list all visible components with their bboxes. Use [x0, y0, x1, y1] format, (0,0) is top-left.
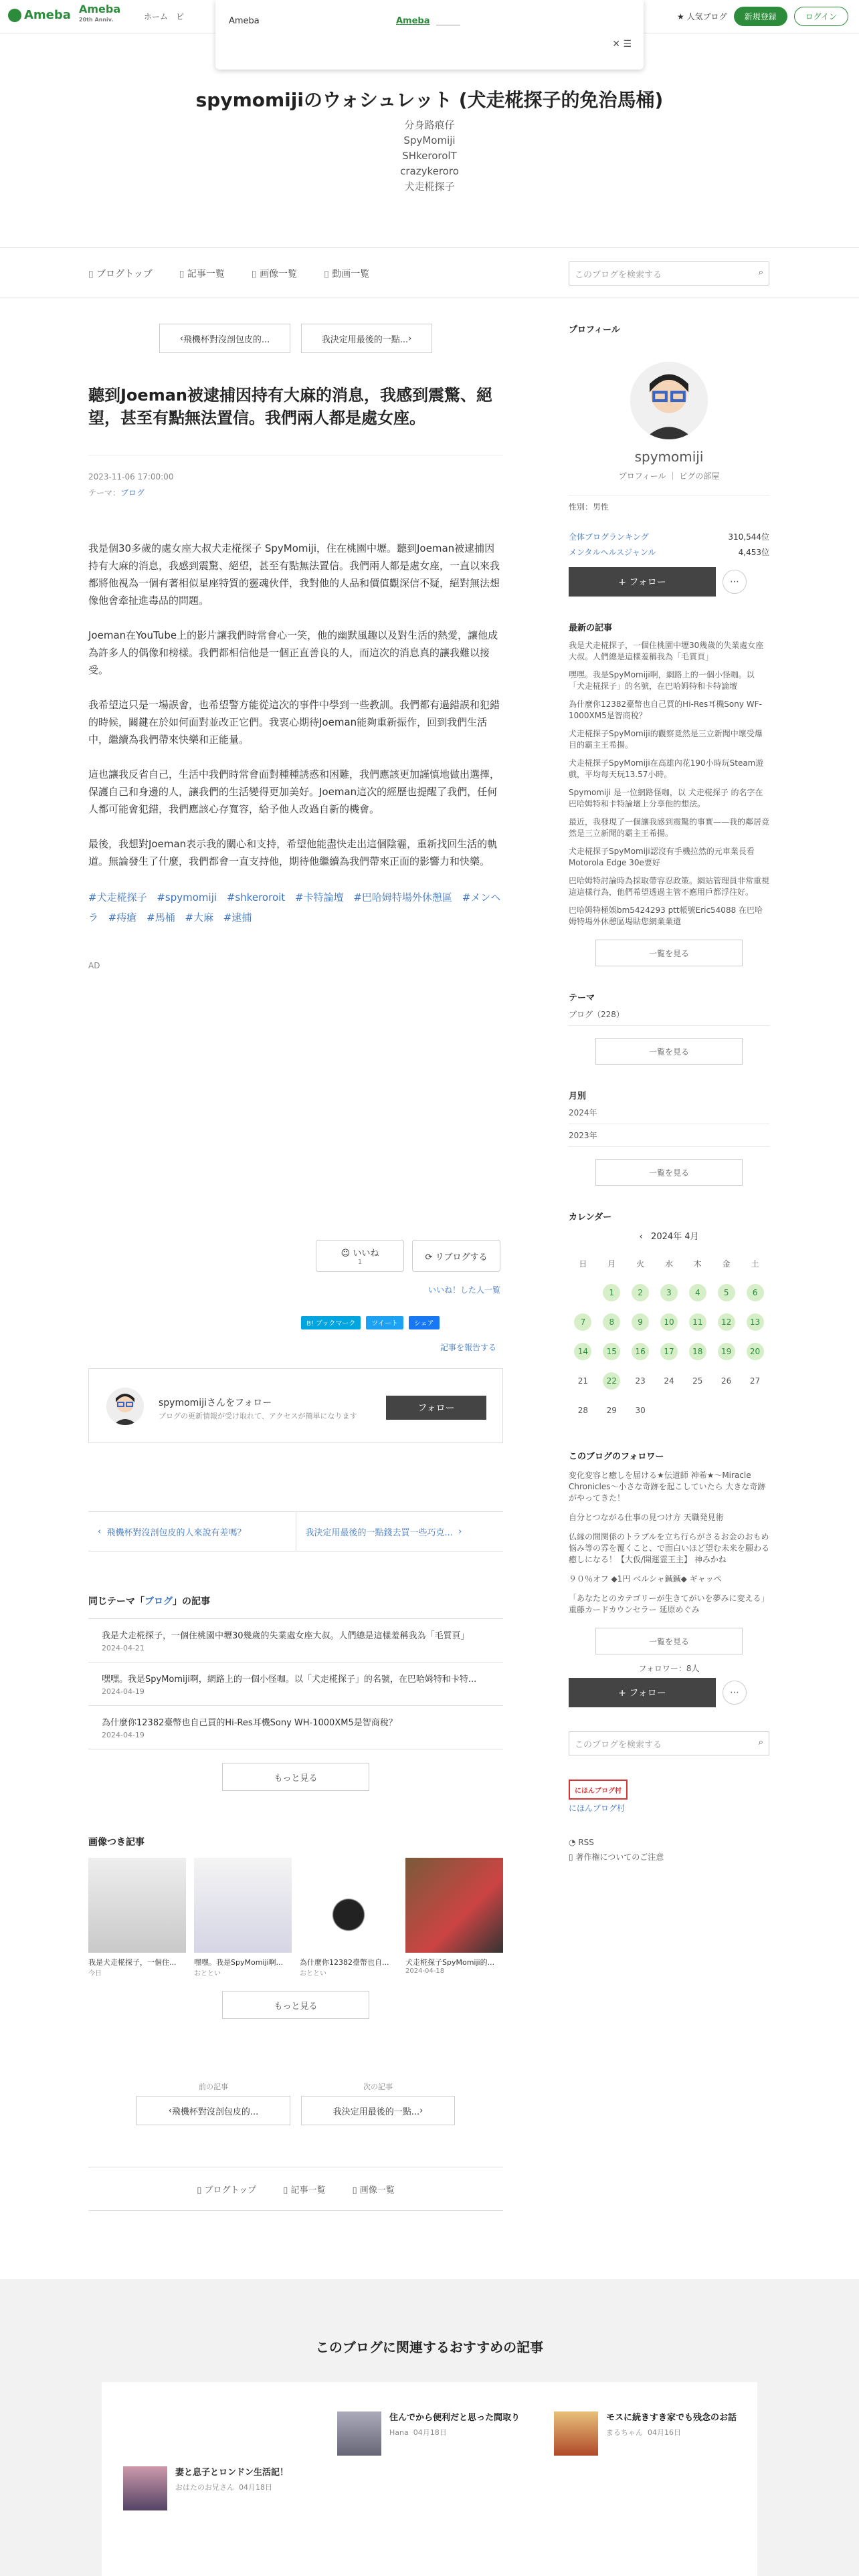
calendar-day[interactable] — [597, 1307, 626, 1337]
day-num: 11 — [689, 1313, 706, 1331]
header-actions — [677, 7, 848, 26]
sidebar — [569, 298, 769, 1862]
info-icon: ▯ — [569, 1852, 573, 1862]
day-num: 9 — [632, 1313, 649, 1331]
calendar-day[interactable] — [712, 1307, 741, 1337]
calendar-day[interactable] — [626, 1307, 655, 1337]
theme-label: テーマ： — [88, 488, 121, 498]
calendar-day: 27 — [749, 1376, 761, 1386]
calendar-day: 29 — [606, 1406, 617, 1415]
post-paragraph: 最後，我想對Joeman表示我的關心和支持，希望他能盡快走出這個陰霾，重新找回生活的軌道。無論發生了什麼，我們都會一直支持他，期待他繼續為我們帶來正面的影響力和快樂。 — [88, 838, 498, 867]
st-item-date: 2024-04-19 — [102, 1687, 145, 1696]
thumb-title: 我是犬走椛探子，一個住... — [88, 1958, 177, 1967]
hatena-bookmark-button[interactable]: B! ブックマーク — [301, 1316, 361, 1329]
follow-subtext: ブログの更新情報が受け取れて、アクセスが簡単になります — [159, 1412, 357, 1420]
post-body — [88, 540, 503, 870]
top-nav — [144, 11, 184, 22]
theme-item[interactable]: ブログ（228） — [569, 1003, 769, 1026]
avatar[interactable] — [630, 362, 708, 439]
logo2-text: Ameba — [79, 3, 121, 15]
day-num: 8 — [603, 1313, 620, 1331]
hashtag[interactable]: #spymomiji — [157, 891, 217, 903]
desc-line: crazykeroro — [400, 165, 459, 177]
more-icon[interactable]: ⋯ — [723, 1681, 747, 1705]
calendar-day[interactable] — [741, 1337, 769, 1366]
rec-date: 04月16日 — [648, 2428, 681, 2437]
recommend-item[interactable] — [123, 2466, 316, 2510]
nav-image-list[interactable]: ▯ 画像一覧 — [252, 267, 297, 280]
desc-line: 犬走椛探子 — [404, 181, 455, 193]
desc-line: 分身路痕仔 — [404, 119, 455, 131]
next-entry-button[interactable]: 我決定用最後的一點... › — [301, 324, 432, 353]
follower-item[interactable]: ９０％オフ ◆1円 ベルシャ鍼鍼◆ ギャッペ — [569, 1574, 722, 1584]
profile-heading: プロフィール — [569, 325, 620, 335]
recent-entry[interactable]: 犬走椛探子SpyMomiji在高雄內花190小時玩Steam遊戲，平均每天玩13.57小時。 — [569, 758, 764, 779]
day-num: 6 — [747, 1284, 764, 1301]
post-theme — [88, 485, 503, 501]
avatar[interactable] — [106, 1388, 144, 1425]
recent-entry[interactable]: Spymomiji 是一位網路怪咖，以 犬走椛探子 的名字在巴哈姆特和卡特論壇上分享他的想法。 — [569, 788, 763, 809]
thumbnail — [300, 1858, 397, 1953]
more-button[interactable]: もっと見る — [222, 1763, 369, 1791]
follower-item[interactable]: 「あなたとのカテゴリーが生きてがいを夢みに変える」重藤カードカウンセラー 延原めぐみ — [569, 1594, 769, 1614]
popup-label: Ameba — [229, 16, 260, 26]
logo2-sub: 20th Anniv. — [79, 17, 114, 23]
bottom-pager — [88, 2081, 503, 2125]
next-entry-button[interactable]: 我決定用最後的一點... › — [301, 2096, 455, 2125]
blog-search-input[interactable] — [569, 1731, 769, 1755]
recommend-item[interactable] — [337, 2411, 530, 2456]
nav-blog-top[interactable]: ▯ ブログトップ — [197, 2185, 257, 2195]
reblog-label: ⟳ リブログする — [425, 1252, 488, 1263]
image-articles-title: 画像つき記事 — [88, 1837, 145, 1848]
rank-value: 310,544位 — [728, 532, 769, 542]
avatar-icon — [630, 362, 708, 439]
ameba-popup — [215, 0, 644, 70]
calendar-day: 24 — [664, 1376, 674, 1386]
day-num: 10 — [660, 1313, 678, 1331]
rss-label: RSS — [578, 1838, 594, 1847]
rec-author: まるちゃん — [606, 2428, 643, 2437]
recent-heading: 最新の記事 — [569, 623, 613, 633]
rank-row — [569, 531, 769, 542]
st-item-date: 2024-04-19 — [102, 1731, 145, 1739]
rec-title: モスに続きすき家でも残念のお話 — [606, 2413, 737, 2423]
calendar-day[interactable] — [597, 1366, 626, 1396]
calendar-day[interactable] — [626, 1337, 655, 1366]
reblog-button[interactable] — [412, 1240, 500, 1272]
calendar-day[interactable] — [655, 1278, 684, 1307]
side-follow-row — [569, 567, 769, 597]
bottom-nav — [88, 2167, 503, 2211]
calendar-day — [683, 1396, 712, 1425]
nav-image-list[interactable]: ▯ 画像一覧 — [352, 2185, 395, 2195]
weekday: 月 — [607, 1259, 616, 1269]
thumbnail — [405, 1858, 503, 1953]
blog-nav — [0, 247, 859, 298]
calendar-day[interactable] — [741, 1307, 769, 1337]
rss-icon: ◔ — [569, 1838, 576, 1847]
nav-video-list[interactable]: ▯ 動画一覧 — [324, 267, 369, 280]
thumbnail — [88, 1858, 186, 1953]
follow-box — [88, 1368, 503, 1443]
report-link[interactable]: 記事を報告する — [440, 1343, 497, 1352]
like-text: いいね — [353, 1249, 379, 1259]
chevron-left-icon[interactable]: ‹ — [639, 1232, 643, 1242]
calendar-day[interactable] — [597, 1278, 626, 1307]
calendar-day[interactable] — [683, 1337, 712, 1366]
recent-entry[interactable]: 巴哈姆特討論時為採取帶容忍政策。網站管理員非常重視這這樣行為，他們希望透過主管不應用戶都浮往好。 — [569, 876, 770, 897]
nav-blog-top[interactable]: ▯ ブログトップ — [88, 267, 153, 280]
day-num: 13 — [747, 1313, 764, 1331]
calendar-section — [569, 1210, 769, 1425]
prev-full: 飛機杯對沒剖包皮的人來說有差嗎？ — [106, 1527, 246, 1538]
list-item[interactable] — [88, 1705, 503, 1749]
thumb-date: 2024-04-18 — [405, 1967, 445, 1975]
thumb-title: 為什麼你12382臺幣也自... — [300, 1958, 389, 1967]
day-num: 1 — [603, 1284, 620, 1301]
calendar-day[interactable] — [683, 1307, 712, 1337]
st-item-title: 為什麼你12382臺幣也自己買的Hi-Res耳機Sony WH-1000XM5是智商稅？ — [102, 1718, 397, 1728]
rank-link[interactable]: 全体ブログランキング — [569, 532, 649, 542]
nav-pigg[interactable]: ピ — [176, 12, 185, 21]
day-num: 18 — [689, 1343, 706, 1360]
post-meta — [88, 455, 503, 501]
calendar — [569, 1229, 769, 1425]
calendar-day: 30 — [635, 1406, 646, 1415]
side-search-section — [569, 1731, 769, 1755]
theme-section — [569, 990, 769, 1065]
nav-entry-list[interactable]: ▯ 記事一覧 — [179, 267, 225, 280]
recent-entry[interactable]: 嘿嘿。我是SpyMomiji啊，網路上的一個小怪咖。以「犬走椛探子」的名號，在巴哈姆特和卡特論壇 — [569, 670, 755, 691]
ameba-logo[interactable] — [8, 8, 71, 22]
prev-next-links — [88, 1511, 503, 1551]
bn-label: 画像一覧 — [359, 2185, 395, 2195]
rec-title: 妻と息子とロンドン生活記！ — [175, 2468, 289, 2478]
side-follow-row — [569, 1678, 769, 1707]
bn-label: ブログトップ — [204, 2185, 257, 2195]
recent-entries — [569, 621, 769, 966]
recent-entry[interactable]: 為什麼你12382臺幣也自己買的Hi-Res耳機Sony WF-1000XM5是智商稅？ — [569, 700, 762, 720]
like-label: ☺ いいね — [341, 1249, 379, 1259]
month-item[interactable]: 2024年 — [569, 1101, 769, 1124]
prev-entry-button[interactable]: ‹ 飛機杯對沒剖包皮的... — [136, 2096, 290, 2125]
copyright-link[interactable] — [569, 1851, 769, 1862]
weekday: 金 — [722, 1259, 731, 1269]
login-button[interactable]: ログイン — [794, 7, 848, 26]
rec-date: 04月18日 — [239, 2483, 272, 2492]
recommend-thumb — [123, 2466, 167, 2510]
image-article[interactable] — [88, 1858, 186, 1977]
ameba-20th-logo[interactable] — [79, 4, 120, 25]
st-item-title: 我是犬走椛探子，一個住桃園中壢30幾歲的失業處女座大叔。人們總是這樣羞稱我為「毛質頁」 — [102, 1631, 470, 1641]
post-title[interactable]: 聽到Joeman被逮捕因持有大麻的消息，我感到震驚、絕望，甚至有點無法置信。我們兩人都是處女座。 — [88, 386, 492, 427]
follow-button[interactable]: + フォロー — [569, 1678, 716, 1707]
day-num: 17 — [660, 1343, 678, 1360]
blog-search-input[interactable] — [569, 261, 769, 286]
rec-date: 04月18日 — [413, 2428, 447, 2437]
list-item[interactable] — [88, 1618, 503, 1662]
top-pager — [88, 324, 503, 353]
calendar-day[interactable] — [597, 1337, 626, 1366]
day-num: 22 — [603, 1372, 620, 1390]
thumb-title: 犬走椛探子SpyMomiji的... — [405, 1958, 495, 1967]
more-icon[interactable]: ⋯ — [723, 570, 747, 594]
calendar-heading: カレンダー — [569, 1212, 612, 1222]
rec-author: おはたのお兄さん — [175, 2483, 234, 2492]
calendar-day[interactable] — [569, 1337, 597, 1366]
rank-link[interactable]: メンタルヘルスジャンル — [569, 548, 656, 557]
follower-item[interactable]: 自分とつながる仕事の見つけ方 天職発見術 — [569, 1513, 724, 1522]
calendar-day — [741, 1396, 769, 1425]
hashtag[interactable]: #逮捕 — [223, 911, 252, 924]
hashtag[interactable]: #馬桶 — [147, 911, 175, 924]
day-num: 12 — [718, 1313, 735, 1331]
see-all-button[interactable]: 一覧を見る — [595, 1628, 743, 1654]
weekday: 日 — [579, 1259, 587, 1269]
st-item-date: 2024-04-21 — [102, 1644, 145, 1652]
weekday: 水 — [664, 1259, 673, 1269]
popup-underline — [436, 16, 460, 25]
monthly-section — [569, 1089, 769, 1186]
weekday: 木 — [693, 1259, 702, 1269]
same-theme-section — [88, 1594, 503, 1791]
popular-blog-link[interactable]: ★ 人気ブログ — [676, 12, 727, 21]
day-num: 4 — [689, 1284, 706, 1301]
desc-line: SHkerorolT — [402, 150, 457, 162]
same-theme-title — [88, 1594, 503, 1608]
see-all-button[interactable]: 一覧を見る — [595, 940, 743, 966]
rank-value: 4,453位 — [738, 548, 769, 557]
calendar-day: 26 — [721, 1376, 732, 1386]
popup-link[interactable]: Ameba — [396, 16, 430, 26]
search-placeholder: このブログを検索する — [575, 1740, 662, 1750]
theme-link[interactable]: ブログ — [120, 488, 145, 498]
next-label-small: 次の記事 — [363, 2082, 393, 2091]
like-count: 1 — [357, 1259, 363, 1266]
hashtags — [88, 887, 503, 928]
post-paragraph: 我希望這只是一場誤會，也希望警方能從這次的事件中學到一些教訓。我們都有過錯誤和犯錯的時候，關鍵在於如何面對並改正它們。我衷心期待Joeman能夠重新振作，回到我們生活中，繼續為我們帶來快樂和正能量。 — [88, 699, 500, 746]
hashtag[interactable]: #shkeroroit — [226, 891, 286, 903]
list-item[interactable] — [88, 1662, 503, 1705]
hashtag[interactable]: #巴哈姆特場外休憩區 — [353, 891, 452, 903]
st-suffix: 」の記事 — [173, 1596, 210, 1607]
blogmura-section — [569, 1780, 769, 1814]
recommend-section — [0, 2279, 859, 2576]
search-icon[interactable]: ⌕ — [758, 1737, 763, 1747]
profile-link[interactable]: プロフィール — [618, 471, 666, 481]
facebook-share-button[interactable]: シェア — [409, 1316, 440, 1329]
day-num: 7 — [574, 1313, 591, 1331]
calendar-day[interactable] — [655, 1337, 684, 1366]
calendar-day — [569, 1278, 597, 1307]
bn-label: 記事一覧 — [290, 2185, 326, 2195]
hashtag[interactable]: #犬走椛探子 — [88, 891, 147, 903]
calendar-day[interactable] — [569, 1307, 597, 1337]
search-icon[interactable]: ⌕ — [758, 267, 763, 278]
desc-line: SpyMomiji — [403, 134, 456, 146]
tweet-button[interactable]: ツイート — [366, 1316, 403, 1329]
thumb-date: おととい — [194, 1970, 221, 1977]
footer-links — [569, 1838, 769, 1862]
calendar-day[interactable] — [683, 1278, 712, 1307]
logo-text: Ameba — [24, 8, 71, 22]
followers-section — [569, 1449, 769, 1707]
day-num: 20 — [747, 1343, 764, 1360]
image-article[interactable] — [194, 1858, 292, 1977]
weekday: 土 — [751, 1259, 759, 1269]
recent-entry[interactable]: 犬走椛探子SpyMomiji的觀察竟然是三立新聞中壞受爆目的霸主王希揚。 — [569, 729, 763, 750]
blog-description — [0, 118, 859, 195]
hashtag[interactable]: #痔瘡 — [108, 911, 137, 924]
recommend-card — [102, 2382, 757, 2576]
calendar-day[interactable] — [712, 1337, 741, 1366]
follower-count: フォロワー：8人 — [638, 1664, 700, 1673]
follow-button[interactable]: フォロー — [386, 1396, 486, 1420]
calendar-day[interactable] — [626, 1278, 655, 1307]
prev-entry-button[interactable]: ‹ 飛機杯對沒剖包皮的... — [159, 324, 290, 353]
post-date: 2023-11-06 17:00:00 — [88, 472, 174, 481]
rank-row — [569, 546, 769, 558]
day-num: 5 — [718, 1284, 735, 1301]
nav-home[interactable]: ホーム — [144, 12, 169, 21]
day-num: 16 — [632, 1343, 649, 1360]
blogmura-link[interactable]: にほんブログ村 — [569, 1804, 626, 1813]
calendar-month — [569, 1229, 769, 1242]
followers-heading: このブログのフォロワー — [569, 1452, 664, 1462]
calendar-day[interactable] — [712, 1278, 741, 1307]
copyright-label: 著作権についてのご注意 — [575, 1852, 664, 1862]
monthly-heading: 月別 — [569, 1091, 587, 1101]
see-all-button[interactable]: 一覧を見る — [595, 1038, 743, 1065]
recommend-item[interactable] — [554, 2411, 747, 2456]
prev-label-small: 前の記事 — [199, 2082, 228, 2091]
prev-title: 飛機杯對沒剖包皮的... — [171, 2107, 259, 2117]
more-button[interactable]: もっと見る — [222, 1991, 369, 2019]
share-row — [301, 1316, 440, 1329]
calendar-day: 25 — [692, 1376, 703, 1386]
recent-entry[interactable]: 我是犬走椛探子，一個住桃園中壢30幾歲的失業處女座大叔。人們總是這樣羞稱我為「毛質頁」 — [569, 641, 764, 661]
next-label: 我決定用最後的一點... — [321, 334, 409, 345]
image-article[interactable] — [405, 1858, 503, 1977]
post-paragraph: Joeman在YouTube上的影片讓我們時常會心一笑，他的幽默風趣以及對生活的熱愛，讓他成為許多人的偶像和榜樣。我們都相信他是一個正直善良的人，而這次的消息真的讓我難以接受。 — [88, 629, 498, 676]
post-paragraph: 我是個30多歲的處女座大叔犬走椛探子 SpyMomiji，住在桃園中壢。聽到Joeman被逮捕因持有大麻的消息，我感到震驚、絕望，甚至有點無法置信。我們兩人都是處女座，一直以來我都將他視為一個有著相似星座特質的靈魂伙伴，我對他的人品和價值觀深信不疑，絕對無法想像他會牽扯進毒品的問題。 — [88, 542, 500, 607]
rec-author: Hana — [389, 2428, 409, 2437]
ad-label: AD — [88, 961, 100, 970]
profile-gender: 性別：男性 — [569, 495, 769, 512]
profile-username[interactable]: spymomiji — [634, 449, 704, 465]
theme-heading: テーマ — [569, 993, 595, 1003]
calendar-month-label: 2024年 4月 — [651, 1232, 699, 1242]
blogmura-badge[interactable]: にほんブログ村 — [569, 1780, 628, 1800]
day-num: 15 — [603, 1343, 620, 1360]
like-button[interactable] — [316, 1240, 404, 1272]
hashtag[interactable]: #卡特論壇 — [294, 891, 344, 903]
calendar-day: 28 — [577, 1406, 589, 1415]
post-paragraph: 這也讓我反省自己，生活中我們時常會面對種種誘惑和困難，我們應該更加謹慎地做出選擇，保護自己和身邊的人，讓我們的生活變得更加美好。Joeman這次的經歷也提醒了我們，任何人都可能會犯錯，我們應該心存寬容，給予他人改過自新的機會。 — [88, 768, 500, 815]
st-prefix: 同じテーマ「 — [88, 1596, 145, 1607]
hashtag[interactable]: #メンヘラ — [88, 891, 501, 924]
reaction-row — [316, 1240, 500, 1272]
calendar-day: 23 — [635, 1376, 646, 1386]
close-icon[interactable]: ✕ ☰ — [612, 39, 632, 49]
rss-link[interactable] — [569, 1838, 769, 1847]
ameba-leaf-icon — [8, 9, 21, 22]
next-entry-link[interactable]: 我決定用最後的一點錢去買一些巧克... › — [296, 1512, 504, 1551]
liked-users-link[interactable]: いいね！した人一覧 — [428, 1285, 501, 1295]
thumb-date: 今日 — [88, 1970, 102, 1977]
thumb-title: 嘿嘿。我是SpyMomiji啊... — [194, 1958, 284, 1967]
main-column — [88, 298, 503, 970]
follower-item[interactable]: 変化変容と癒しを届ける★伝道師 神希★〜Miracle Chronicles〜小さな奇跡を起こしていたら 大きな奇跡がやってきた！ — [569, 1471, 766, 1503]
search-placeholder: このブログを検索する — [575, 270, 662, 280]
blog-title[interactable]: spymomijiのウォシュレット (犬走椛探子的免治馬桶) — [195, 89, 664, 111]
day-num: 2 — [632, 1284, 649, 1301]
profile-links: プロフィール ｜ ピグの部屋 — [618, 471, 720, 481]
thumbnail — [194, 1858, 292, 1953]
weekday: 火 — [636, 1259, 645, 1269]
calendar-day[interactable] — [655, 1307, 684, 1337]
day-num: 19 — [718, 1343, 735, 1360]
st-theme[interactable]: ブログ — [145, 1596, 173, 1607]
hashtag[interactable]: #大麻 — [185, 911, 214, 924]
image-article[interactable] — [300, 1858, 397, 1977]
calendar-day: 21 — [577, 1376, 589, 1386]
register-button[interactable]: 新規登録 — [734, 7, 787, 26]
recommend-thumb — [337, 2411, 381, 2456]
next-full: 我決定用最後的一點錢去買一些巧克... — [305, 1527, 453, 1538]
image-articles-section — [88, 1835, 503, 2019]
rank-label: 人気ブログ — [686, 12, 727, 21]
day-num: 3 — [660, 1284, 678, 1301]
reblog-text: リブログする — [435, 1252, 488, 1263]
rec-title: 住んでから便利だと思った間取り — [389, 2413, 520, 2423]
prev-label: 飛機杯對沒剖包皮的... — [183, 334, 270, 345]
st-item-title: 嘿嘿。我是SpyMomiji啊，網路上的一個小怪咖。以「犬走椛探子」的名號，在巴哈姆特和卡特... — [102, 1675, 477, 1685]
follow-name: spymomijiさんをフォロー — [159, 1398, 272, 1408]
follower-item[interactable]: 仏縁の間関係のトラブルを立ち行らがさるお金のおもめ悩み等の雰を覆くこと、で面白いほど望む未来を願わる癒しになる！【大仮/開運霊王主】 神みかね — [569, 1532, 770, 1564]
prev-entry-link[interactable]: ‹ 飛機杯對沒剖包皮的人來說有差嗎？ — [98, 1526, 246, 1538]
recommend-thumb — [554, 2411, 598, 2456]
thumb-date: おととい — [300, 1970, 326, 1977]
recent-entry[interactable]: 巴哈姆特極娛bm5424293 ptt帳號Eric54088 在巴哈姆特場外休憩區場貼您網業業還 — [569, 905, 763, 926]
calendar-day — [655, 1396, 684, 1425]
calendar-day[interactable] — [741, 1278, 769, 1307]
pigg-room-link[interactable]: ピグの部屋 — [679, 471, 720, 481]
see-all-button[interactable]: 一覧を見る — [595, 1159, 743, 1186]
month-item[interactable]: 2023年 — [569, 1124, 769, 1147]
recent-entry[interactable]: 最近，我發現了一個讓我感到震驚的事實——我的鄰居竟然是三立新聞的霸主王希揚。 — [569, 817, 770, 838]
avatar-icon — [106, 1388, 144, 1425]
recommend-title: このブログに関連するおすすめの記事 — [315, 2339, 544, 2355]
day-num: 14 — [574, 1343, 591, 1360]
calendar-day — [712, 1396, 741, 1425]
nav-entry-list[interactable]: ▯ 記事一覧 — [283, 2185, 326, 2195]
follow-button[interactable]: + フォロー — [569, 567, 716, 597]
recent-entry[interactable]: 犬走椛探子SpyMomiji認沒有手機拉然的元車業長看Motorola Edge 30e要好 — [569, 847, 755, 867]
next-title: 我決定用最後的一點... — [332, 2107, 420, 2117]
